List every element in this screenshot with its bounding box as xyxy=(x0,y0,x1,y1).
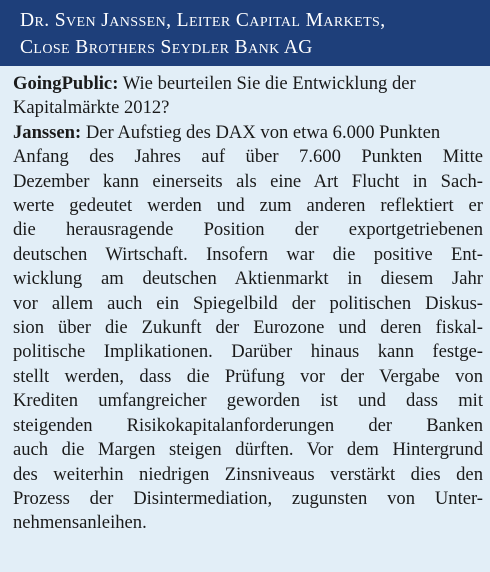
header-line-name: Dr. Sven Janssen, Leiter Capital Markets, xyxy=(20,10,386,31)
answer-line: deutschen Wirtschaft. Insofern war die positive Ent- xyxy=(13,243,483,265)
answer-line: politische Implikationen. Darüber hinaus kann festge- xyxy=(13,341,483,363)
interview-text xyxy=(13,72,483,536)
answer-line: werte gedeutet werden und zum anderen reflektiert er xyxy=(13,195,483,217)
answer-line: auch die Margen steigen dürften. Vor dem Hintergrund xyxy=(13,439,483,461)
answer-line: Prozess der Disintermediation, zugunsten von Unter- xyxy=(13,487,483,509)
interviewee-header xyxy=(0,0,490,66)
question-text: Wie beurteilen Sie die Entwicklung der xyxy=(118,73,416,94)
question-speaker: GoingPublic: xyxy=(13,73,119,94)
answer-line: vor allem auch ein Spiegelbild der politischen Diskus- xyxy=(13,292,483,314)
answer-line: Krediten umfangreicher geworden ist und dass mit xyxy=(13,390,483,412)
answer-line: wicklung am deutschen Aktienmarkt in diesem Jahr xyxy=(13,268,483,290)
answer-line: die herausragende Position der exportgetriebenen xyxy=(13,219,483,241)
answer-text: Der Aufstieg des DAX von etwa 6.000 Punkten xyxy=(81,121,441,143)
answer-line: steigenden Risikokapitalanforderungen der Banken xyxy=(13,414,483,436)
answer-speaker: Janssen: xyxy=(13,121,82,143)
answer-line: stellt werden, dass die Prüfung vor der Vergabe von xyxy=(13,365,483,387)
answer-line: des weiterhin niedrigen Zinsniveaus verstärkt dies den xyxy=(13,463,483,485)
answer-line: sion über die Zukunft der Eurozone und deren fiskal- xyxy=(13,317,483,339)
answer-line: Dezember kann einerseits als eine Art Flucht in Sach- xyxy=(13,170,483,192)
header-line-company: Close Brothers Seydler Bank AG xyxy=(20,37,313,58)
question-line xyxy=(13,72,483,96)
answer-line: nehmensanleihen. xyxy=(13,512,147,534)
answer-line xyxy=(13,121,483,145)
question-line: Kapitalmärkte 2012? xyxy=(13,97,170,119)
answer-line: Anfang des Jahres auf über 7.600 Punkten Mitte xyxy=(13,146,483,168)
